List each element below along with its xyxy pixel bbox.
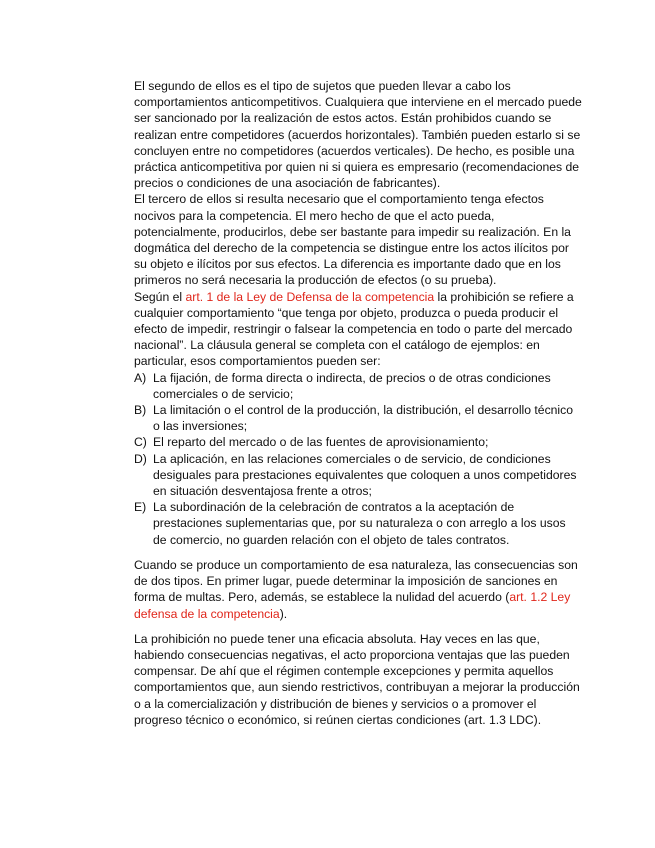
list-item-text: La limitación o el control de la producción, la distribución, el desarrollo técnico o las inversiones; — [153, 403, 574, 434]
paragraph-article-1 — [134, 289, 582, 370]
examples-list — [134, 370, 582, 548]
paragraph-article-1-text: la prohibición se refiere a cualquier comportamiento “que tenga por objeto, produzca o pueda producir el efecto de impedir, restringir o falsear la competencia en todo o parte del mercado nacional”. La cláusula general se completa con el catálogo de ejemplos: en particular, esos comportamientos pueden ser: — [134, 289, 574, 369]
paragraph-consequences — [134, 557, 582, 622]
list-item — [134, 451, 582, 500]
link-art-1-2-ldc[interactable]: art. 1.2 Ley defensa de la competencia — [134, 590, 571, 621]
list-item — [134, 499, 582, 548]
list-marker: E) — [134, 500, 147, 515]
paragraph-consequences-text: Cuando se produce un comportamiento de esa naturaleza, las consecuencias son de dos tipos. En primer lugar, puede determinar la imposición de sanciones en forma de multas. Pero, además, se establece la nulidad del acuerdo ( — [134, 557, 578, 605]
list-item-text: La aplicación, en las relaciones comerciales o de servicio, de condiciones desiguales para prestaciones equivalentes que coloquen a unos competidores en situación desventajosa frente a otros; — [153, 451, 577, 499]
list-item-text: La fijación, de forma directa o indirecta, de precios o de otras condiciones comerciales o de servicio; — [153, 370, 551, 401]
list-marker: A) — [134, 370, 147, 385]
document-body — [134, 78, 582, 728]
link-art-1-ldc[interactable]: art. 1 de la Ley de Defensa de la competencia — [185, 289, 435, 304]
paragraph-exceptions: La prohibición no puede tener una eficacia absoluta. Hay veces en las que, habiendo consecuencias negativas, el acto proporciona ventajas que las pueden compensar. De ahí que el régimen contemple excepciones y permita aquellos comportamientos que, aun siendo restrictivos, contribuyan a mejorar la producción o a la comercialización y distribución de bienes y servicios o a promover el progreso técnico o económico, si reúnen ciertas condiciones (art. 1.3 LDC). — [134, 631, 580, 727]
list-item — [134, 402, 582, 434]
list-item-text: La subordinación de la celebración de contratos a la aceptación de prestaciones suplementarias que, por su naturaleza o con arreglo a los usos de comercio, no guarden relación con el objeto de tales contratos. — [153, 500, 566, 547]
paragraph-subjects: El segundo de ellos es el tipo de sujetos que pueden llevar a cabo los comportamientos anticompetitivos. Cualquiera que interviene en el mercado puede ser sancionado por la realización de estos actos. Están prohibidos cuando se realizan entre competidores (acuerdos horizontales). También pueden estarlo si se concluyen entre no competidores (acuerdos verticales). De hecho, es posible una práctica anticompetitiva por quien ni si quiera es empresario (recomendaciones de precios o condiciones de una asociación de fabricantes). — [134, 79, 582, 191]
list-marker: C) — [134, 435, 147, 450]
paragraph-consequences-close: ). — [279, 606, 288, 621]
list-marker: B) — [134, 403, 147, 418]
paragraph-article-1-lead: Según el — [134, 289, 186, 304]
list-item-text: El reparto del mercado o de las fuentes de aprovisionamiento; — [153, 435, 489, 450]
list-item — [134, 370, 582, 402]
list-item — [134, 434, 582, 450]
list-marker: D) — [134, 451, 147, 466]
paragraph-effects: El tercero de ellos si resulta necesario que el comportamiento tenga efectos nocivos para la competencia. El mero hecho de que el acto pueda, potencialmente, producirlos, debe ser bastante para impedir su realización. En la dogmática del derecho de la competencia se distingue entre los actos ilícitos por su objeto e ilícitos por sus efectos. La diferencia es importante dado que en los primeros no será necesaria la producción de efectos (o su prueba). — [134, 192, 571, 288]
